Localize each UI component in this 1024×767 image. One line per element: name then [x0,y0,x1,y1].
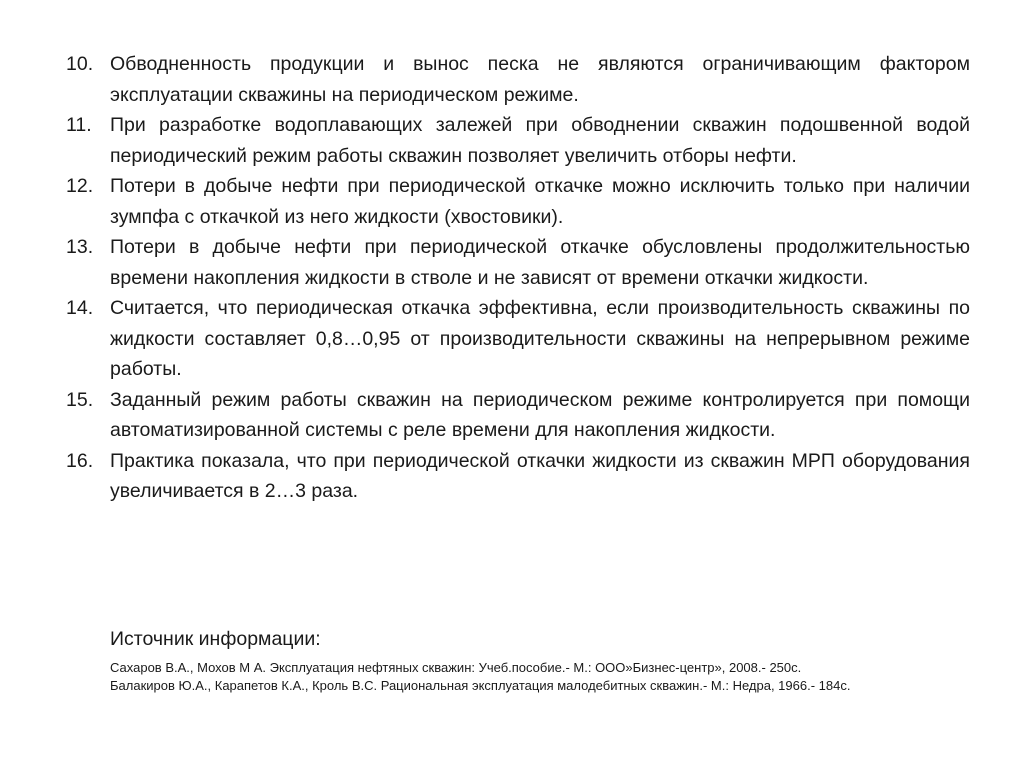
list-item-text: Заданный режим работы скважин на периодическом режиме контролируется при помощи автоматизированной системы с реле времени для накопления жидкости. [110,388,970,441]
sources-heading: Источник информации: [110,628,321,650]
list-item-number: 16. [66,449,94,472]
list-item [66,171,970,232]
list-item [66,110,970,171]
list-item-number: 15. [66,388,94,411]
list-item [66,446,970,507]
list-item-number: 10. [66,53,94,75]
list-item-number: 12. [66,175,94,197]
list-item-text: Потери в добыче нефти при периодической откачке можно исключить только при наличии зумпфа с откачкой из него жидкости (хвостовики). [110,175,970,228]
list-item-number: 11. [66,114,92,136]
list-item [66,49,970,110]
list-item [66,232,970,293]
source-citation: Сахаров В.А., Мохов М А. Эксплуатация нефтяных скважин: Учеб.пособие.- М.: ООО»Бизнес-центр», 2008.- 250с. [110,660,802,675]
list-item-text: Считается, что периодическая откачка эффективна, если производительность скважины по жидкости составляет 0,8…0,95 от производительности скважины на непрерывном режиме работы. [110,297,970,380]
numbered-list [66,49,970,507]
list-item-text: При разработке водоплавающих залежей при обводнении скважин подошвенной водой периодический режим работы скважин позволяет увеличить отборы нефти. [110,114,970,167]
list-item-text: Практика показала, что при периодической откачки жидкости из скважин МРП оборудования увеличивается в 2…3 раза. [110,449,970,502]
list-item-number: 14. [66,297,94,319]
source-citation: Балакиров Ю.А., Карапетов К.А., Кроль В.С. Рациональная эксплуатация малодебитных скважин.- М.: Недра, 1966.- 184с. [110,678,851,693]
list-item [66,293,970,385]
sources-section [110,626,970,695]
list-item [66,385,970,446]
list-item-text: Обводненность продукции и вынос песка не являются ограничивающим фактором эксплуатации скважины на периодическом режиме. [110,53,970,106]
list-item-number: 13. [66,236,94,258]
list-item-text: Потери в добыче нефти при периодической откачке обусловлены продолжительностью времени накопления жидкости в стволе и не зависят от времени откачки жидкости. [110,236,970,289]
